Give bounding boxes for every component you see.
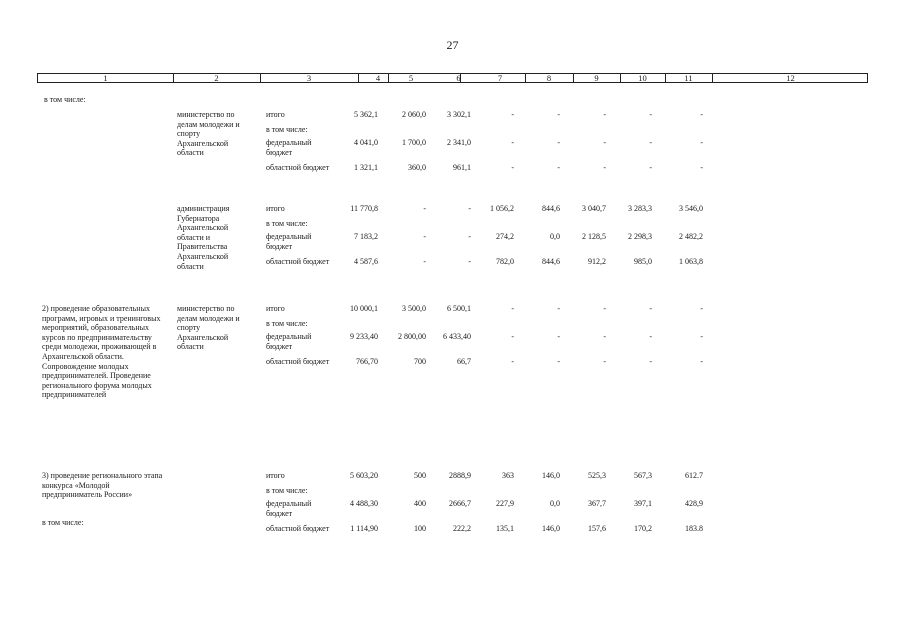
funding-value-cell: - xyxy=(603,163,606,172)
funding-value-cell: 525,3 xyxy=(588,471,606,480)
funding-value-cell: 367,7 xyxy=(588,499,606,508)
funding-value-cell: 844,6 xyxy=(542,257,560,266)
funding-value-cell: 612.7 xyxy=(685,471,703,480)
funding-value-cell: - xyxy=(700,163,703,172)
funding-value-cell: - xyxy=(700,110,703,119)
funding-value-cell: 1 063,8 xyxy=(679,257,703,266)
funding-value-cell: 3 283,3 xyxy=(628,204,652,213)
funding-value-cell: 2 060,0 xyxy=(402,110,426,119)
funding-value-cell: - xyxy=(557,163,560,172)
column-number: 11 xyxy=(684,73,693,83)
funding-value-cell: - xyxy=(468,257,471,266)
funding-value-cell: - xyxy=(511,163,514,172)
funding-value-cell: 7 183,2 xyxy=(354,232,378,241)
funding-value-cell: 3 040,7 xyxy=(582,204,606,213)
funding-value-cell: 222,2 xyxy=(453,524,471,533)
funding-value-cell: 227,9 xyxy=(496,499,514,508)
activity-description: 3) проведение регионального этапа конкурса «Молодой предприниматель России» xyxy=(42,471,163,500)
funding-row-label: областной бюджет xyxy=(266,524,330,533)
funding-value-cell: - xyxy=(603,304,606,313)
funding-value-cell: - xyxy=(649,138,652,147)
column-number: 7 xyxy=(497,73,503,83)
page-number: 27 xyxy=(446,38,459,52)
funding-value-cell: 782,0 xyxy=(496,257,514,266)
funding-value-cell: 3 546,0 xyxy=(679,204,703,213)
funding-value-cell: - xyxy=(557,332,560,341)
funding-value-cell: - xyxy=(649,304,652,313)
funding-value-cell: 157,6 xyxy=(588,524,606,533)
funding-value-cell: 567,3 xyxy=(634,471,652,480)
funding-value-cell: - xyxy=(511,304,514,313)
column-number: 9 xyxy=(594,73,599,83)
funding-value-cell: - xyxy=(700,304,703,313)
funding-value-cell: 1 114,90 xyxy=(350,524,378,533)
funding-value-cell: 100 xyxy=(414,524,426,533)
funding-value-cell: - xyxy=(511,357,514,366)
activity-description: 2) проведение образовательных программ, игровых и тренинговых мероприятий, образовательных курсов по предпринимательству среди молодежи, проживающей в Архангельской области. Сопровождение молодых предпринимателей. Проведение регионального форума молодых предпринимателей xyxy=(42,304,161,400)
funding-value-cell: - xyxy=(649,163,652,172)
funding-value-cell: 2888,9 xyxy=(449,471,471,480)
funding-row-label: итого xyxy=(266,304,285,313)
executor-name: администрация Губернатора Архангельской области и Правительства Архангельской области xyxy=(177,204,230,271)
column-number: 4 xyxy=(375,73,381,83)
funding-value-cell: - xyxy=(603,138,606,147)
column-number: 5 xyxy=(408,73,414,83)
funding-row-label: итого xyxy=(266,204,285,213)
funding-row-label: в том числе: xyxy=(266,219,308,228)
funding-value-cell: 400 xyxy=(414,499,426,508)
funding-value-cell: - xyxy=(468,204,471,213)
funding-value-cell: - xyxy=(649,332,652,341)
executor-name: министерство по делам молодежи и спорту Архангельской области xyxy=(177,304,240,352)
funding-value-cell: - xyxy=(468,232,471,241)
funding-value-cell: - xyxy=(423,204,426,213)
funding-value-cell: - xyxy=(423,257,426,266)
column-number: 6 xyxy=(456,73,461,83)
funding-row-label: итого xyxy=(266,110,285,119)
activity-sub-label: в том числе: xyxy=(42,518,84,527)
funding-value-cell: 3 500,0 xyxy=(402,304,426,313)
funding-value-cell: 985,0 xyxy=(634,257,652,266)
funding-value-cell: - xyxy=(423,232,426,241)
funding-value-cell: 961,1 xyxy=(453,163,471,172)
funding-value-cell: - xyxy=(557,110,560,119)
funding-value-cell: 2 128,5 xyxy=(582,232,606,241)
funding-row-label: в том числе: xyxy=(266,125,308,134)
executor-name: министерство по делам молодежи и спорту Архангельской области xyxy=(177,110,240,158)
funding-value-cell: - xyxy=(557,304,560,313)
funding-value-cell: 397,1 xyxy=(634,499,652,508)
funding-value-cell: - xyxy=(649,110,652,119)
funding-value-cell: - xyxy=(511,138,514,147)
funding-value-cell: - xyxy=(700,332,703,341)
funding-row-label: итого xyxy=(266,471,285,480)
funding-value-cell: 360,0 xyxy=(408,163,426,172)
funding-value-cell: 4 041,0 xyxy=(354,138,378,147)
funding-value-cell: 4 488,30 xyxy=(350,499,378,508)
funding-row-label: областной бюджет xyxy=(266,163,330,172)
funding-value-cell: 0,0 xyxy=(550,499,560,508)
funding-value-cell: 912,2 xyxy=(588,257,606,266)
column-number: 8 xyxy=(546,73,552,83)
funding-row-label: федеральный бюджет xyxy=(266,138,312,157)
column-number: 2 xyxy=(214,73,219,83)
funding-value-cell: 5 362,1 xyxy=(354,110,378,119)
funding-value-cell: 2666,7 xyxy=(449,499,471,508)
funding-value-cell: 5 603,20 xyxy=(350,471,378,480)
funding-value-cell: 1 056,2 xyxy=(490,204,514,213)
funding-value-cell: 6 500,1 xyxy=(447,304,471,313)
funding-value-cell: - xyxy=(649,357,652,366)
funding-value-cell: 844,6 xyxy=(542,204,560,213)
funding-value-cell: - xyxy=(511,332,514,341)
funding-value-cell: 500 xyxy=(414,471,426,480)
column-number: 3 xyxy=(306,73,312,83)
intro-label: в том числе: xyxy=(44,95,86,104)
funding-value-cell: 363 xyxy=(502,471,514,480)
funding-value-cell: 2 298,3 xyxy=(628,232,652,241)
funding-value-cell: - xyxy=(557,138,560,147)
column-number: 1 xyxy=(103,73,108,83)
funding-row-label: федеральный бюджет xyxy=(266,499,312,518)
funding-row-label: в том числе: xyxy=(266,486,308,495)
funding-value-cell: - xyxy=(557,357,560,366)
funding-value-cell: 4 587,6 xyxy=(354,257,378,266)
funding-value-cell: - xyxy=(511,110,514,119)
funding-value-cell: 2 800,00 xyxy=(398,332,426,341)
funding-value-cell: 183.8 xyxy=(685,524,703,533)
funding-value-cell: 2 482,2 xyxy=(679,232,703,241)
funding-value-cell: 274,2 xyxy=(496,232,514,241)
funding-value-cell: 1 700,0 xyxy=(402,138,426,147)
funding-row-label: федеральный бюджет xyxy=(266,332,312,351)
funding-value-cell: 700 xyxy=(414,357,426,366)
funding-value-cell: 10 000,1 xyxy=(350,304,378,313)
funding-value-cell: - xyxy=(603,110,606,119)
funding-value-cell: 0,0 xyxy=(550,232,560,241)
funding-value-cell: 1 321,1 xyxy=(354,163,378,172)
funding-value-cell: 2 341,0 xyxy=(447,138,471,147)
funding-row-label: в том числе: xyxy=(266,319,308,328)
funding-value-cell: - xyxy=(700,357,703,366)
funding-value-cell: 146,0 xyxy=(542,524,560,533)
funding-value-cell: 66,7 xyxy=(457,357,471,366)
funding-value-cell: - xyxy=(603,357,606,366)
column-header-row xyxy=(37,73,868,83)
column-number: 10 xyxy=(638,73,647,83)
funding-value-cell: 3 302,1 xyxy=(447,110,471,119)
funding-value-cell: 9 233,40 xyxy=(350,332,378,341)
funding-value-cell: 6 433,40 xyxy=(443,332,471,341)
funding-value-cell: - xyxy=(603,332,606,341)
funding-row-label: федеральный бюджет xyxy=(266,232,312,251)
funding-value-cell: 146,0 xyxy=(542,471,560,480)
funding-value-cell: 766,70 xyxy=(356,357,378,366)
funding-value-cell: 11 770,8 xyxy=(350,204,378,213)
column-number: 12 xyxy=(786,73,795,83)
funding-row-label: областной бюджет xyxy=(266,257,330,266)
funding-row-label: областной бюджет xyxy=(266,357,330,366)
funding-value-cell: 170,2 xyxy=(634,524,652,533)
funding-value-cell: 135,1 xyxy=(496,524,514,533)
funding-value-cell: - xyxy=(700,138,703,147)
funding-value-cell: 428,9 xyxy=(685,499,703,508)
